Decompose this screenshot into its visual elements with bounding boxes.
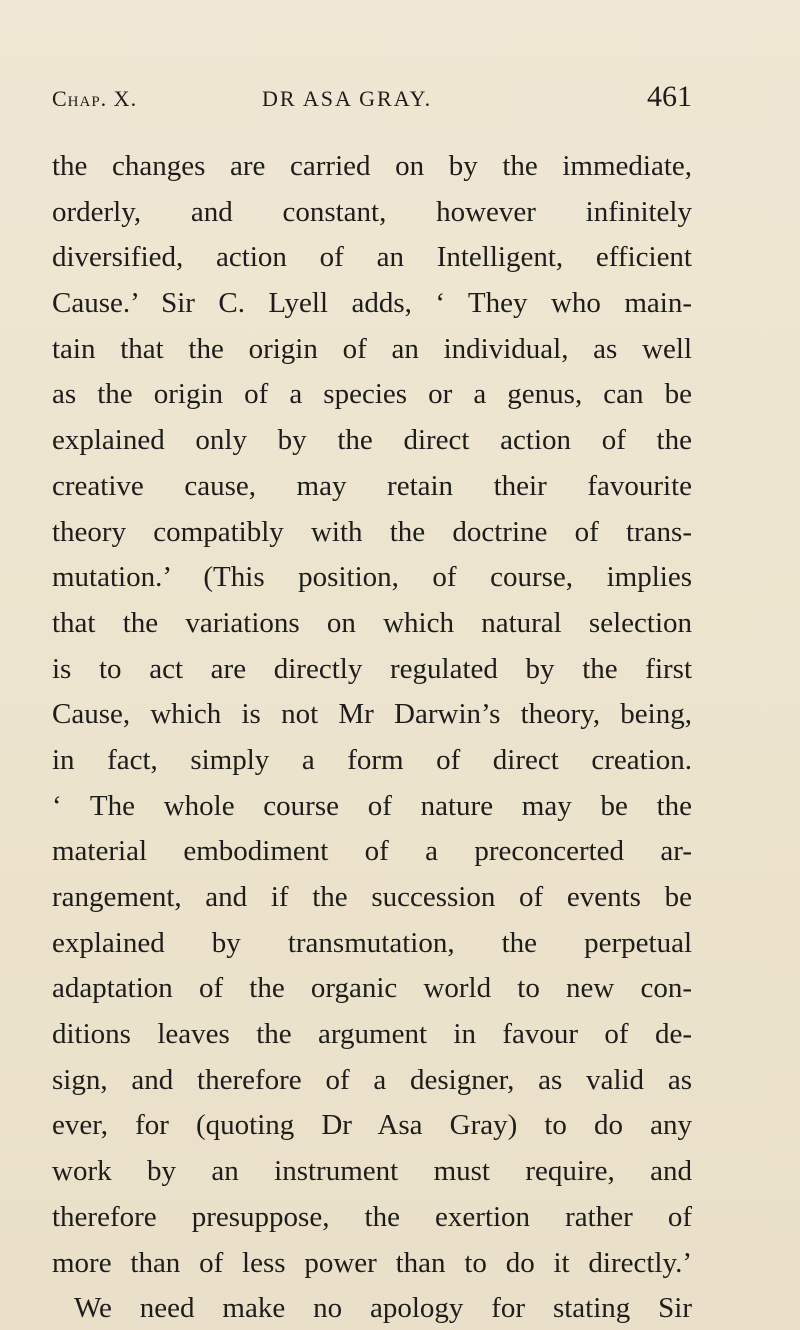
body-text: [52, 144, 692, 1330]
page-header: [52, 80, 692, 120]
text-line: material embodiment of a preconcerted ar-: [52, 835, 692, 868]
text-line: in fact, simply a form of direct creation.: [52, 743, 692, 776]
text-line: is to act are directly regulated by the first: [52, 652, 692, 685]
text-line: the changes are carried on by the immediate,: [52, 150, 692, 182]
text-line: creative cause, may retain their favourite: [52, 469, 692, 502]
text-line: ‘ The whole course of nature may be the: [52, 789, 692, 822]
text-line-paragraph-start: We need make no apology for stating Sir: [74, 1292, 692, 1325]
text-line: ever, for (quoting Dr Asa Gray) to do any: [52, 1109, 692, 1142]
page-number: 461: [647, 80, 692, 113]
text-line: therefore presuppose, the exertion rather of: [52, 1200, 692, 1233]
text-line: mutation.’ (This position, of course, implies: [52, 561, 692, 594]
text-line: ditions leaves the argument in favour of de-: [52, 1018, 692, 1051]
chapter-heading: Chap. X.: [52, 86, 138, 111]
text-line: Cause.’ Sir C. Lyell adds, ‘ They who main-: [52, 287, 692, 320]
text-line: as the origin of a species or a genus, can be: [52, 378, 692, 411]
running-title: DR ASA GRAY.: [262, 86, 433, 111]
text-line: more than of less power than to do it directly.’: [52, 1246, 692, 1279]
text-line: sign, and therefore of a designer, as valid as: [52, 1063, 692, 1096]
text-line: work by an instrument must require, and: [52, 1155, 692, 1188]
text-line: rangement, and if the succession of events be: [52, 881, 692, 913]
text-line: explained by transmutation, the perpetual: [52, 926, 692, 959]
text-line: Cause, which is not Mr Darwin’s theory, being,: [52, 698, 692, 731]
text-line: theory compatibly with the doctrine of trans-: [52, 515, 692, 548]
text-line: orderly, and constant, however infinitely: [52, 195, 692, 228]
text-line: adaptation of the organic world to new con-: [52, 972, 692, 1005]
text-line: tain that the origin of an individual, as well: [52, 332, 692, 365]
text-line: explained only by the direct action of the: [52, 424, 692, 457]
text-line: that the variations on which natural selection: [52, 606, 692, 639]
text-line: diversified, action of an Intelligent, efficient: [52, 241, 692, 274]
